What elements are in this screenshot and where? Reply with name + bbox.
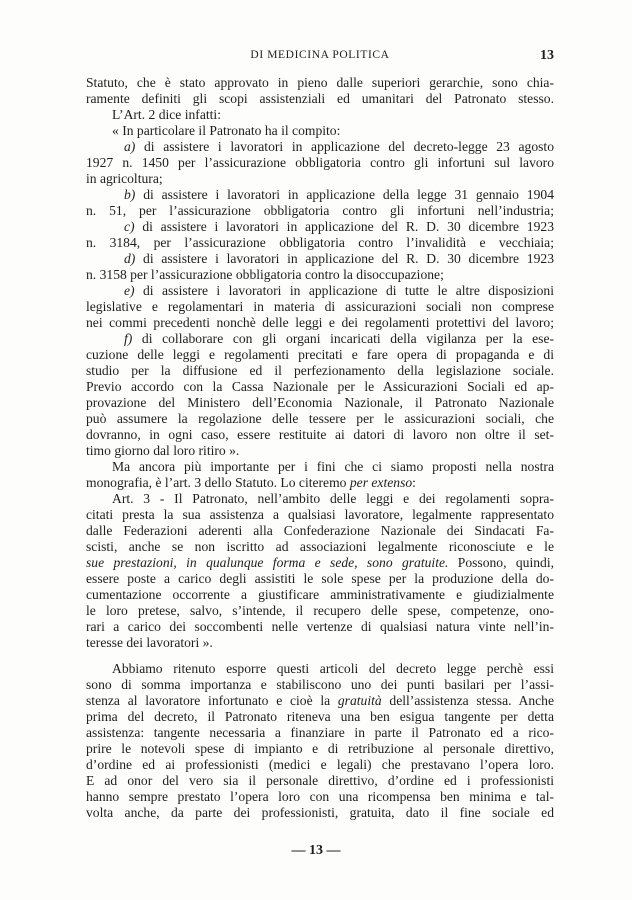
text-line — [86, 693, 554, 709]
footer-page-label: — 13 — — [291, 843, 341, 858]
text-segment: cumentazione occorrente a giustificare amministrativamente e giudizialmente — [86, 587, 554, 602]
text-line — [86, 155, 554, 171]
text-segment: essere poste a carico degli assistiti le sole spese per la produzione della do- — [86, 571, 554, 586]
text-line — [86, 491, 554, 507]
text-segment: di collaborare con gli organi incaricati della vigilanza per la ese- — [132, 331, 554, 346]
text-segment: assistenza: tangente necessaria a finanziare in parte il Patronato ed a rico- — [86, 725, 554, 740]
italic-text: c) — [124, 219, 135, 234]
text-segment: E ad onor del vero sia il personale direttivo, d’ordine ed i professionisti — [86, 773, 554, 788]
text-line — [86, 251, 554, 267]
text-segment: di assistere i lavoratori in applicazione della legge 31 gennaio 1904 — [135, 187, 554, 202]
text-line — [86, 587, 554, 603]
text-line — [86, 283, 554, 299]
text-segment: le loro pretese, salvo, s’intende, il recupero delle spese, competenze, ono- — [86, 603, 554, 618]
text-segment: d’ordine ed ai professionisti (medici e legali) che prestavano l’opera loro. — [86, 757, 554, 772]
text-line — [86, 635, 554, 651]
text-segment: dovranno, in ogni caso, essere restituite ai datori di lavoro non oltre il set- — [86, 427, 554, 442]
text-line — [86, 677, 554, 693]
text-segment: provazione del Ministero dell’Economia Nazionale, il Patronato Nazionale — [86, 395, 554, 410]
text-line — [86, 363, 554, 379]
italic-text: per extenso — [349, 475, 413, 490]
text-line — [86, 347, 554, 363]
text-segment: di assistere i lavoratori in applicazione del R. D. 30 dicembre 1923 — [135, 251, 554, 266]
text-line — [86, 507, 554, 523]
text-segment: cuzione delle leggi e regolamenti precitati e fare opera di propaganda e di — [86, 347, 554, 362]
text-segment: Statuto, che è stato approvato in pieno dalle superiori gerarchie, sono chia- — [86, 75, 554, 90]
text-line — [86, 555, 554, 571]
text-segment: prima del decreto, il Patronato riteneva una ben esigua tangente per detta — [86, 709, 554, 724]
text-segment: di assistere i lavoratori in applicazione del R. D. 30 dicembre 1923 — [134, 219, 554, 234]
text-line — [86, 805, 554, 821]
text-segment: Art. 3 - Il Patronato, nell’ambito delle leggi e dei regolamenti sopra- — [112, 491, 554, 506]
text-line — [86, 709, 554, 725]
text-line — [86, 379, 554, 395]
running-title: DI MEDICINA POLITICA — [250, 49, 390, 61]
text-segment: dell’assistenza stessa. Anche — [381, 693, 554, 708]
text-segment: Previo accordo con la Cassa Nazionale per le Assicurazioni Sociali ed ap- — [86, 379, 554, 394]
text-line — [86, 539, 554, 555]
text-line — [86, 107, 554, 123]
text-line — [86, 757, 554, 773]
text-segment: sono di somma importanza e stabiliscono uno dei punti basilari per l’assi- — [86, 677, 554, 692]
text-segment: nei commi precedenti nonchè delle leggi e dei regolamenti protettivi del lavoro; — [86, 315, 554, 330]
text-line — [86, 789, 554, 805]
text-segment: in agricoltura; — [86, 171, 163, 186]
text-line — [86, 331, 554, 347]
text-line — [86, 523, 554, 539]
text-line — [86, 443, 554, 459]
text-segment: n. 3158 per l’assicurazione obbligatoria contro la disoccupazione; — [86, 267, 444, 282]
italic-text: sue prestazioni, in qualunque forma e sede, sono gratuite. — [86, 555, 449, 570]
text-line — [86, 741, 554, 757]
text-segment: può assumere la regolazione delle tessere per le assicurazioni sociali, che — [86, 411, 554, 426]
text-line — [86, 411, 554, 427]
text-segment: L’Art. 2 dice infatti: — [112, 107, 221, 122]
text-line — [86, 315, 554, 331]
text-segment: teresse dei lavoratori ». — [86, 635, 213, 650]
text-segment: hanno sempre prestato l’opera loro con una ricompensa ben minima e tal- — [86, 789, 554, 804]
italic-text: gratuità — [337, 693, 382, 708]
text-line — [86, 139, 554, 155]
text-line — [86, 619, 554, 635]
text-line — [86, 171, 554, 187]
text-segment: 1927 n. 1450 per l’assicurazione obbligatoria contro gli infortuni sul lavoro — [86, 155, 554, 170]
text-segment: stenza al lavoratore infortunato e cioè la — [86, 693, 338, 708]
text-segment: di assistere i lavoratori in applicazione del decreto-legge 23 agosto — [135, 139, 554, 154]
text-segment: volta anche, da parte dei professionisti, gratuita, dato il fine sociale ed — [86, 805, 554, 820]
text-segment: di assistere i lavoratori in applicazione di tutte le altre disposizioni — [134, 283, 554, 298]
text-line — [86, 203, 554, 219]
text-segment: « In particolare il Patronato ha il compito: — [112, 123, 341, 138]
italic-text: b) — [124, 187, 136, 202]
italic-text: a) — [124, 139, 136, 154]
text-line — [86, 91, 554, 107]
text-line — [86, 235, 554, 251]
text-segment: n. 3184, per l’assicurazione obbligatoria contro l’invalidità e vecchiaia; — [86, 235, 554, 250]
italic-text: d) — [124, 251, 136, 266]
text-line — [86, 459, 554, 475]
text-segment: prire le notevoli spese di impianto e di retribuzione al personale direttivo, — [86, 741, 554, 756]
italic-text: f) — [124, 331, 133, 346]
text-segment: : — [412, 475, 416, 490]
text-segment: monografia, è l’art. 3 dello Statuto. Lo citeremo — [86, 475, 350, 490]
text-segment: legislative e regolamentari in materia di assicurazioni sociali non comprese — [86, 299, 554, 314]
text-line — [86, 299, 554, 315]
text-segment: scisti, anche se non iscritto ad associazioni legalmente riconosciute e le — [86, 539, 554, 554]
running-header — [86, 49, 554, 65]
text-line — [86, 219, 554, 235]
italic-text: e) — [124, 283, 135, 298]
text-line — [86, 267, 554, 283]
text-line — [86, 773, 554, 789]
text-line — [86, 75, 554, 91]
text-segment: Abbiamo ritenuto esporre questi articoli del decreto legge perchè essi — [112, 661, 554, 676]
text-line — [86, 427, 554, 443]
text-segment: studio per la diffusione ed il perfezionamento della legislazione sociale. — [86, 363, 554, 378]
text-line — [86, 395, 554, 411]
text-line — [86, 187, 554, 203]
text-segment: rari a carico dei soccombenti nelle vertenze di qualsiasi natura vinte nell’in- — [86, 619, 554, 634]
text-line — [86, 603, 554, 619]
text-segment: citati presta la sua assistenza a qualsiasi lavoratore, legalmente rappresentato — [86, 507, 554, 522]
text-line — [86, 661, 554, 677]
text-segment: ramente definiti gli scopi assistenziali ed umanitari del Patronato stesso. — [86, 91, 554, 106]
text-segment: dalle Federazioni aderenti alla Confederazione Nazionale dei Sindacati Fa- — [86, 523, 554, 538]
text-segment: Possono, quindi, — [448, 555, 554, 570]
text-line — [86, 475, 554, 491]
text-segment: timo giorno dal loro ritiro ». — [86, 443, 240, 458]
text-line — [86, 123, 554, 139]
body-text — [86, 75, 554, 821]
text-line — [86, 571, 554, 587]
page-number: 13 — [540, 48, 554, 63]
text-segment: Ma ancora più importante per i fini che ci siamo proposti nella nostra — [112, 459, 554, 474]
text-line — [86, 725, 554, 741]
text-segment: n. 51, per l’assicurazione obbligatoria contro gli infortuni nell’industria; — [86, 203, 554, 218]
